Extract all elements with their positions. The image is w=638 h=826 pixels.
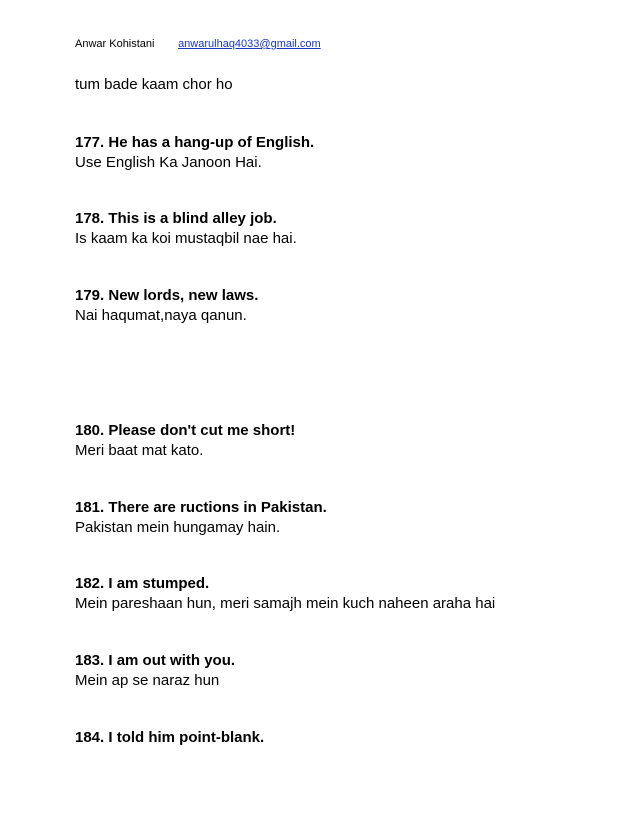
phrase-177: 177. He has a hang-up of English. [75,134,315,151]
author-name: Anwar Kohistani [75,38,155,50]
translation-182: Mein pareshaan hun, meri samajh mein kuch naheen araha hai [75,595,496,612]
translation-183: Mein ap se naraz hun [75,672,220,689]
phrase-181: 181. There are ructions in Pakistan. [75,499,327,516]
phrase-183: 183. I am out with you. [75,652,236,669]
translation-181: Pakistan mein hungamay hain. [75,519,281,536]
translation-178: Is kaam ka koi mustaqbil nae hai. [75,230,297,247]
intro-text: tum bade kaam chor ho [75,76,233,93]
phrase-184: 184. I told him point-blank. [75,729,265,746]
phrase-179: 179. New lords, new laws. [75,287,259,304]
phrase-180: 180. Please don't cut me short! [75,422,296,439]
phrase-182: 182. I am stumped. [75,575,210,592]
translation-177: Use English Ka Janoon Hai. [75,154,262,171]
translation-179: Nai haqumat,naya qanun. [75,307,247,324]
page-header [75,38,321,50]
author-email-link[interactable]: anwarulhaq4033@gmail.com [178,38,321,50]
phrase-178: 178. This is a blind alley job. [75,210,277,227]
translation-180: Meri baat mat kato. [75,442,204,459]
